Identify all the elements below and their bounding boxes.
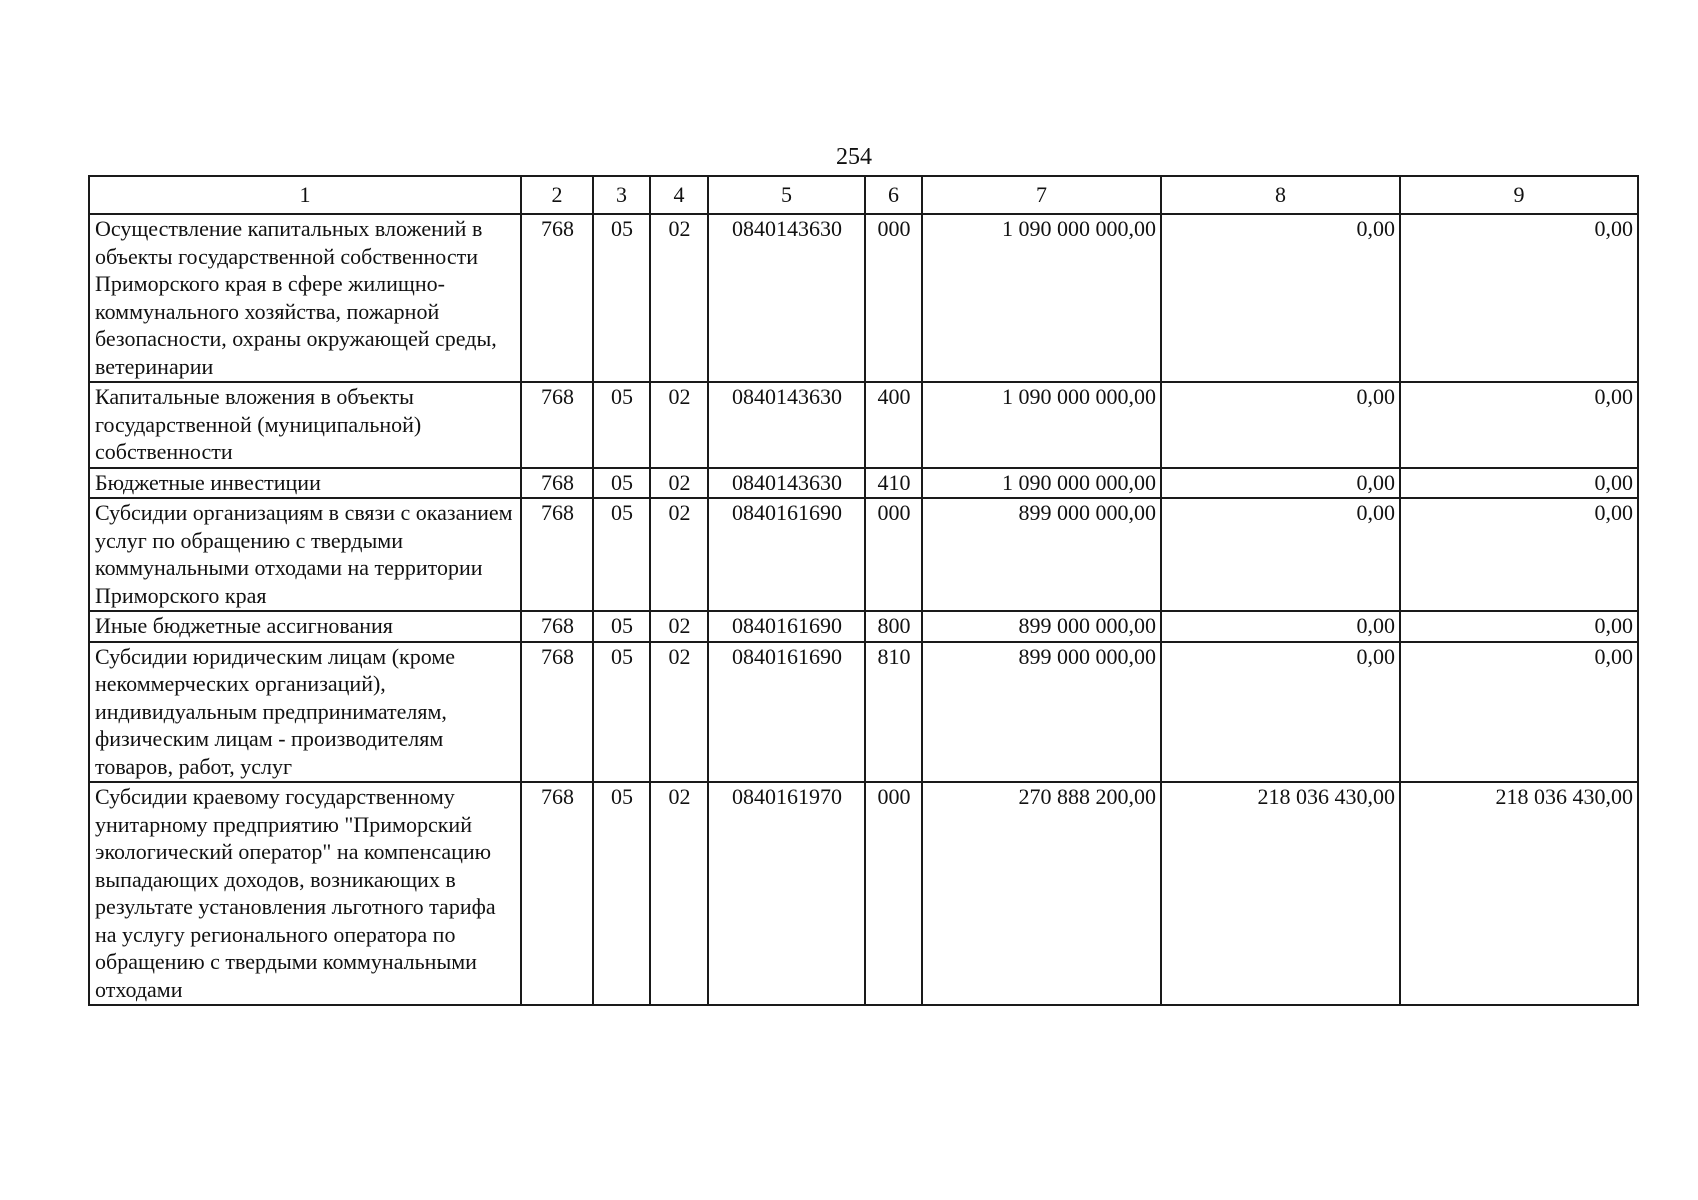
cell-amount-col7: 899 000 000,00 <box>922 611 1161 642</box>
cell-expense-type: 410 <box>865 468 922 499</box>
cell-amount-col8: 0,00 <box>1161 498 1400 611</box>
cell-amount-col9: 0,00 <box>1400 498 1638 611</box>
cell-ministry-code: 768 <box>521 782 593 1005</box>
cell-expense-type: 000 <box>865 214 922 382</box>
cell-target-article: 0840161690 <box>708 642 865 783</box>
header-col-3: 3 <box>593 176 650 214</box>
cell-section: 05 <box>593 498 650 611</box>
page-number: 254 <box>836 144 872 170</box>
row-name: Осуществление капитальных вложений в объекты государственной собственности Приморского края в сфере жилищно-коммунального хозяйства, пожарной безопасности, охраны окружающей среды, ветеринарии <box>89 214 521 382</box>
header-col-1: 1 <box>89 176 521 214</box>
header-col-5: 5 <box>708 176 865 214</box>
cell-amount-col8: 0,00 <box>1161 611 1400 642</box>
table-row <box>89 498 1638 611</box>
cell-target-article: 0840143630 <box>708 382 865 468</box>
row-name: Субсидии организациям в связи с оказанием услуг по обращению с твердыми коммунальными отходами на территории Приморского края <box>89 498 521 611</box>
header-col-7: 7 <box>922 176 1161 214</box>
cell-subsection: 02 <box>650 782 708 1005</box>
cell-subsection: 02 <box>650 468 708 499</box>
cell-amount-col8: 0,00 <box>1161 214 1400 382</box>
cell-amount-col8: 0,00 <box>1161 642 1400 783</box>
cell-amount-col9: 0,00 <box>1400 382 1638 468</box>
table-row <box>89 611 1638 642</box>
column-number-header-row <box>89 176 1638 214</box>
header-col-8: 8 <box>1161 176 1400 214</box>
budget-table <box>88 175 1639 1006</box>
cell-expense-type: 000 <box>865 782 922 1005</box>
cell-amount-col9: 0,00 <box>1400 214 1638 382</box>
cell-ministry-code: 768 <box>521 642 593 783</box>
header-col-9: 9 <box>1400 176 1638 214</box>
cell-amount-col7: 1 090 000 000,00 <box>922 214 1161 382</box>
cell-section: 05 <box>593 382 650 468</box>
cell-ministry-code: 768 <box>521 498 593 611</box>
header-col-2: 2 <box>521 176 593 214</box>
cell-amount-col7: 1 090 000 000,00 <box>922 382 1161 468</box>
cell-expense-type: 000 <box>865 498 922 611</box>
cell-subsection: 02 <box>650 642 708 783</box>
cell-section: 05 <box>593 642 650 783</box>
row-name: Бюджетные инвестиции <box>89 468 521 499</box>
cell-section: 05 <box>593 214 650 382</box>
row-name: Иные бюджетные ассигнования <box>89 611 521 642</box>
cell-amount-col9: 218 036 430,00 <box>1400 782 1638 1005</box>
cell-amount-col8: 218 036 430,00 <box>1161 782 1400 1005</box>
header-col-4: 4 <box>650 176 708 214</box>
row-name: Субсидии юридическим лицам (кроме некоммерческих организаций), индивидуальным предпринимателям, физическим лицам - производителям товаров, работ, услуг <box>89 642 521 783</box>
cell-amount-col7: 1 090 000 000,00 <box>922 468 1161 499</box>
table-row <box>89 642 1638 783</box>
cell-expense-type: 810 <box>865 642 922 783</box>
cell-target-article: 0840143630 <box>708 468 865 499</box>
cell-amount-col9: 0,00 <box>1400 642 1638 783</box>
cell-target-article: 0840161690 <box>708 611 865 642</box>
cell-expense-type: 800 <box>865 611 922 642</box>
header-col-6: 6 <box>865 176 922 214</box>
cell-amount-col9: 0,00 <box>1400 611 1638 642</box>
cell-amount-col9: 0,00 <box>1400 468 1638 499</box>
cell-ministry-code: 768 <box>521 468 593 499</box>
cell-subsection: 02 <box>650 498 708 611</box>
cell-amount-col8: 0,00 <box>1161 468 1400 499</box>
cell-amount-col8: 0,00 <box>1161 382 1400 468</box>
cell-subsection: 02 <box>650 382 708 468</box>
cell-ministry-code: 768 <box>521 611 593 642</box>
cell-amount-col7: 270 888 200,00 <box>922 782 1161 1005</box>
cell-target-article: 0840161690 <box>708 498 865 611</box>
cell-expense-type: 400 <box>865 382 922 468</box>
cell-section: 05 <box>593 468 650 499</box>
table-row <box>89 468 1638 499</box>
cell-ministry-code: 768 <box>521 382 593 468</box>
cell-ministry-code: 768 <box>521 214 593 382</box>
cell-amount-col7: 899 000 000,00 <box>922 642 1161 783</box>
cell-section: 05 <box>593 782 650 1005</box>
cell-target-article: 0840143630 <box>708 214 865 382</box>
cell-target-article: 0840161970 <box>708 782 865 1005</box>
cell-amount-col7: 899 000 000,00 <box>922 498 1161 611</box>
row-name: Субсидии краевому государственному унитарному предприятию "Приморский экологический оператор" на компенсацию выпадающих доходов, возникающих в результате установления льготного тарифа на услугу регионального оператора по обращению с твердыми коммунальными отходами <box>89 782 521 1005</box>
cell-subsection: 02 <box>650 214 708 382</box>
table-row <box>89 782 1638 1005</box>
table-row <box>89 382 1638 468</box>
table-row <box>89 214 1638 382</box>
cell-subsection: 02 <box>650 611 708 642</box>
cell-section: 05 <box>593 611 650 642</box>
row-name: Капитальные вложения в объекты государственной (муниципальной) собственности <box>89 382 521 468</box>
